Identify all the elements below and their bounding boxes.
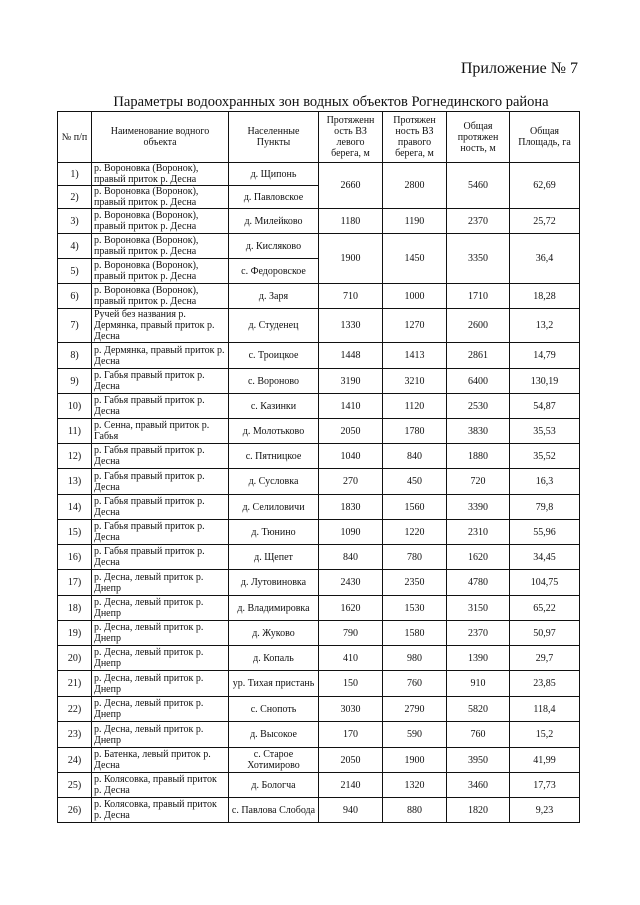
left-bank-length: 150	[319, 671, 383, 697]
row-number: 25)	[58, 773, 92, 798]
total-length: 2530	[447, 394, 510, 419]
row-number: 24)	[58, 748, 92, 773]
right-bank-length: 1000	[383, 284, 447, 309]
left-bank-length: 1620	[319, 596, 383, 621]
right-bank-length: 1190	[383, 209, 447, 234]
table-row	[58, 722, 580, 748]
total-length: 910	[447, 671, 510, 697]
left-bank-length: 1448	[319, 343, 383, 369]
water-object-name: р. Десна, левый приток р. Днепр	[92, 671, 229, 697]
header-name: Наименование водного объекта	[92, 112, 229, 163]
water-object-name: р. Габья правый приток р. Десна	[92, 369, 229, 394]
table-row	[58, 419, 580, 444]
settlement-name: с. Вороново	[229, 369, 319, 394]
left-bank-length: 2430	[319, 570, 383, 596]
left-bank-length: 1180	[319, 209, 383, 234]
water-object-name: р. Вороновка (Воронок), правый приток р. Десна	[92, 186, 229, 209]
left-bank-length: 3030	[319, 697, 383, 722]
table-row	[58, 343, 580, 369]
right-bank-length: 2350	[383, 570, 447, 596]
total-length: 3150	[447, 596, 510, 621]
water-object-name: р. Вороновка (Воронок), правый приток р. Десна	[92, 163, 229, 186]
table-row	[58, 773, 580, 798]
left-bank-length: 3190	[319, 369, 383, 394]
settlement-name: с. Казинки	[229, 394, 319, 419]
total-area: 18,28	[510, 284, 580, 309]
settlement-name: с. Троицкое	[229, 343, 319, 369]
left-bank-length: 1410	[319, 394, 383, 419]
row-number: 13)	[58, 469, 92, 495]
total-area: 9,23	[510, 798, 580, 823]
total-area: 62,69	[510, 163, 580, 209]
total-length: 1620	[447, 545, 510, 570]
right-bank-length: 3210	[383, 369, 447, 394]
water-object-name: р. Габья правый приток р. Десна	[92, 495, 229, 520]
left-bank-length: 2140	[319, 773, 383, 798]
total-length: 3390	[447, 495, 510, 520]
total-area: 13,2	[510, 309, 580, 343]
settlement-name: д. Лутовиновка	[229, 570, 319, 596]
left-bank-length: 840	[319, 545, 383, 570]
total-area: 79,8	[510, 495, 580, 520]
left-bank-length: 1830	[319, 495, 383, 520]
total-length: 2370	[447, 209, 510, 234]
right-bank-length: 980	[383, 646, 447, 671]
water-object-name: р. Вороновка (Воронок), правый приток р. Десна	[92, 209, 229, 234]
settlement-name: д. Студенец	[229, 309, 319, 343]
row-number: 22)	[58, 697, 92, 722]
settlement-name: д. Павловское	[229, 186, 319, 209]
row-number: 19)	[58, 621, 92, 646]
row-number: 20)	[58, 646, 92, 671]
row-number: 17)	[58, 570, 92, 596]
row-number: 7)	[58, 309, 92, 343]
total-length: 3950	[447, 748, 510, 773]
water-object-name: р. Сенна, правый приток р. Габья	[92, 419, 229, 444]
left-bank-length: 1040	[319, 444, 383, 469]
total-area: 25,72	[510, 209, 580, 234]
total-length: 5460	[447, 163, 510, 209]
total-length: 4780	[447, 570, 510, 596]
total-area: 104,75	[510, 570, 580, 596]
right-bank-length: 590	[383, 722, 447, 748]
water-object-name: р. Габья правый приток р. Десна	[92, 444, 229, 469]
right-bank-length: 2790	[383, 697, 447, 722]
water-object-name: р. Габья правый приток р. Десна	[92, 545, 229, 570]
water-object-name: Ручей без названия р. Дермянка, правый приток р. Десна	[92, 309, 229, 343]
table-row	[58, 596, 580, 621]
header-left-bank: Протяженн ость ВЗ левого берега, м	[319, 112, 383, 163]
right-bank-length: 880	[383, 798, 447, 823]
left-bank-length: 170	[319, 722, 383, 748]
row-number: 16)	[58, 545, 92, 570]
row-number: 21)	[58, 671, 92, 697]
row-number: 5)	[58, 259, 92, 284]
water-object-name: р. Колясовка, правый приток р. Десна	[92, 798, 229, 823]
table-row	[58, 209, 580, 234]
row-number: 26)	[58, 798, 92, 823]
table-row	[58, 394, 580, 419]
right-bank-length: 1580	[383, 621, 447, 646]
water-object-name: р. Десна, левый приток р. Днепр	[92, 570, 229, 596]
right-bank-length: 1780	[383, 419, 447, 444]
total-length: 2370	[447, 621, 510, 646]
total-length: 1390	[447, 646, 510, 671]
left-bank-length: 270	[319, 469, 383, 495]
settlement-name: д. Тюнино	[229, 520, 319, 545]
table-header-row	[58, 112, 580, 163]
total-length: 1710	[447, 284, 510, 309]
settlement-name: д. Заря	[229, 284, 319, 309]
water-object-name: р. Вороновка (Воронок), правый приток р. Десна	[92, 284, 229, 309]
table-row	[58, 495, 580, 520]
water-object-name: р. Десна, левый приток р. Днепр	[92, 646, 229, 671]
table-row	[58, 748, 580, 773]
table-row	[58, 520, 580, 545]
right-bank-length: 760	[383, 671, 447, 697]
settlement-name: ур. Тихая пристань	[229, 671, 319, 697]
table-row	[58, 646, 580, 671]
total-area: 41,99	[510, 748, 580, 773]
right-bank-length: 780	[383, 545, 447, 570]
table-row	[58, 697, 580, 722]
total-length: 2861	[447, 343, 510, 369]
row-number: 4)	[58, 234, 92, 259]
left-bank-length: 1090	[319, 520, 383, 545]
left-bank-length: 1330	[319, 309, 383, 343]
right-bank-length: 1450	[383, 234, 447, 284]
table-row	[58, 621, 580, 646]
settlement-name: д. Бологча	[229, 773, 319, 798]
settlement-name: с. Павлова Слобода	[229, 798, 319, 823]
table-row	[58, 369, 580, 394]
header-right-bank: Протяжен ность ВЗ правого берега, м	[383, 112, 447, 163]
settlement-name: д. Милейково	[229, 209, 319, 234]
right-bank-length: 2800	[383, 163, 447, 209]
total-area: 130,19	[510, 369, 580, 394]
left-bank-length: 1900	[319, 234, 383, 284]
left-bank-length: 2660	[319, 163, 383, 209]
total-length: 720	[447, 469, 510, 495]
water-object-name: р. Десна, левый приток р. Днепр	[92, 697, 229, 722]
left-bank-length: 2050	[319, 419, 383, 444]
settlement-name: д. Селиловичи	[229, 495, 319, 520]
row-number: 2)	[58, 186, 92, 209]
row-number: 12)	[58, 444, 92, 469]
settlement-name: д. Кисляково	[229, 234, 319, 259]
right-bank-length: 1560	[383, 495, 447, 520]
right-bank-length: 450	[383, 469, 447, 495]
header-points: Населенные Пункты	[229, 112, 319, 163]
total-area: 118,4	[510, 697, 580, 722]
row-number: 6)	[58, 284, 92, 309]
water-object-name: р. Вороновка (Воронок), правый приток р. Десна	[92, 259, 229, 284]
total-area: 16,3	[510, 469, 580, 495]
total-length: 5820	[447, 697, 510, 722]
water-protection-table	[57, 111, 580, 823]
left-bank-length: 790	[319, 621, 383, 646]
total-area: 17,73	[510, 773, 580, 798]
total-area: 34,45	[510, 545, 580, 570]
right-bank-length: 1220	[383, 520, 447, 545]
water-object-name: р. Десна, левый приток р. Днепр	[92, 722, 229, 748]
settlement-name: с. Старое Хотимирово	[229, 748, 319, 773]
settlement-name: д. Щипонь	[229, 163, 319, 186]
left-bank-length: 710	[319, 284, 383, 309]
row-number: 1)	[58, 163, 92, 186]
right-bank-length: 840	[383, 444, 447, 469]
left-bank-length: 940	[319, 798, 383, 823]
total-length: 760	[447, 722, 510, 748]
table-row	[58, 284, 580, 309]
total-area: 54,87	[510, 394, 580, 419]
total-length: 2600	[447, 309, 510, 343]
water-object-name: р. Габья правый приток р. Десна	[92, 520, 229, 545]
water-object-name: р. Десна, левый приток р. Днепр	[92, 621, 229, 646]
total-area: 55,96	[510, 520, 580, 545]
water-object-name: р. Батенка, левый приток р. Десна	[92, 748, 229, 773]
right-bank-length: 1120	[383, 394, 447, 419]
table-row	[58, 309, 580, 343]
right-bank-length: 1530	[383, 596, 447, 621]
row-number: 14)	[58, 495, 92, 520]
left-bank-length: 410	[319, 646, 383, 671]
total-area: 36,4	[510, 234, 580, 284]
settlement-name: с. Федоровское	[229, 259, 319, 284]
right-bank-length: 1270	[383, 309, 447, 343]
total-area: 23,85	[510, 671, 580, 697]
total-length: 1880	[447, 444, 510, 469]
total-length: 1820	[447, 798, 510, 823]
total-area: 50,97	[510, 621, 580, 646]
table-row	[58, 163, 580, 186]
right-bank-length: 1413	[383, 343, 447, 369]
row-number: 9)	[58, 369, 92, 394]
water-object-name: р. Дермянка, правый приток р. Десна	[92, 343, 229, 369]
settlement-name: с. Снопоть	[229, 697, 319, 722]
right-bank-length: 1900	[383, 748, 447, 773]
table-row	[58, 444, 580, 469]
total-area: 14,79	[510, 343, 580, 369]
table-row	[58, 798, 580, 823]
header-num: № п/п	[58, 112, 92, 163]
header-area: Общая Площадь, га	[510, 112, 580, 163]
total-length: 3460	[447, 773, 510, 798]
total-area: 29,7	[510, 646, 580, 671]
water-object-name: р. Десна, левый приток р. Днепр	[92, 596, 229, 621]
settlement-name: д. Владимировка	[229, 596, 319, 621]
settlement-name: д. Жуково	[229, 621, 319, 646]
appendix-label: Приложение № 7	[460, 60, 578, 77]
document-title: Параметры водоохранных зон водных объектов Рогнединского района	[113, 94, 549, 110]
water-object-name: р. Габья правый приток р. Десна	[92, 394, 229, 419]
total-area: 35,52	[510, 444, 580, 469]
settlement-name: д. Молотьково	[229, 419, 319, 444]
table-row	[58, 671, 580, 697]
row-number: 11)	[58, 419, 92, 444]
header-total-length: Общая протяжен ность, м	[447, 112, 510, 163]
settlement-name: д. Щепет	[229, 545, 319, 570]
water-object-name: р. Колясовка, правый приток р. Десна	[92, 773, 229, 798]
total-area: 65,22	[510, 596, 580, 621]
table-row	[58, 469, 580, 495]
total-length: 3350	[447, 234, 510, 284]
row-number: 3)	[58, 209, 92, 234]
table-row	[58, 570, 580, 596]
row-number: 10)	[58, 394, 92, 419]
row-number: 18)	[58, 596, 92, 621]
total-length: 3830	[447, 419, 510, 444]
total-area: 15,2	[510, 722, 580, 748]
total-length: 6400	[447, 369, 510, 394]
water-object-name: р. Вороновка (Воронок), правый приток р. Десна	[92, 234, 229, 259]
row-number: 23)	[58, 722, 92, 748]
row-number: 15)	[58, 520, 92, 545]
left-bank-length: 2050	[319, 748, 383, 773]
table-row	[58, 234, 580, 259]
total-length: 2310	[447, 520, 510, 545]
settlement-name: д. Копаль	[229, 646, 319, 671]
settlement-name: д. Сусловка	[229, 469, 319, 495]
settlement-name: д. Высокое	[229, 722, 319, 748]
total-area: 35,53	[510, 419, 580, 444]
row-number: 8)	[58, 343, 92, 369]
table-row	[58, 545, 580, 570]
settlement-name: с. Пятницкое	[229, 444, 319, 469]
water-object-name: р. Габья правый приток р. Десна	[92, 469, 229, 495]
right-bank-length: 1320	[383, 773, 447, 798]
